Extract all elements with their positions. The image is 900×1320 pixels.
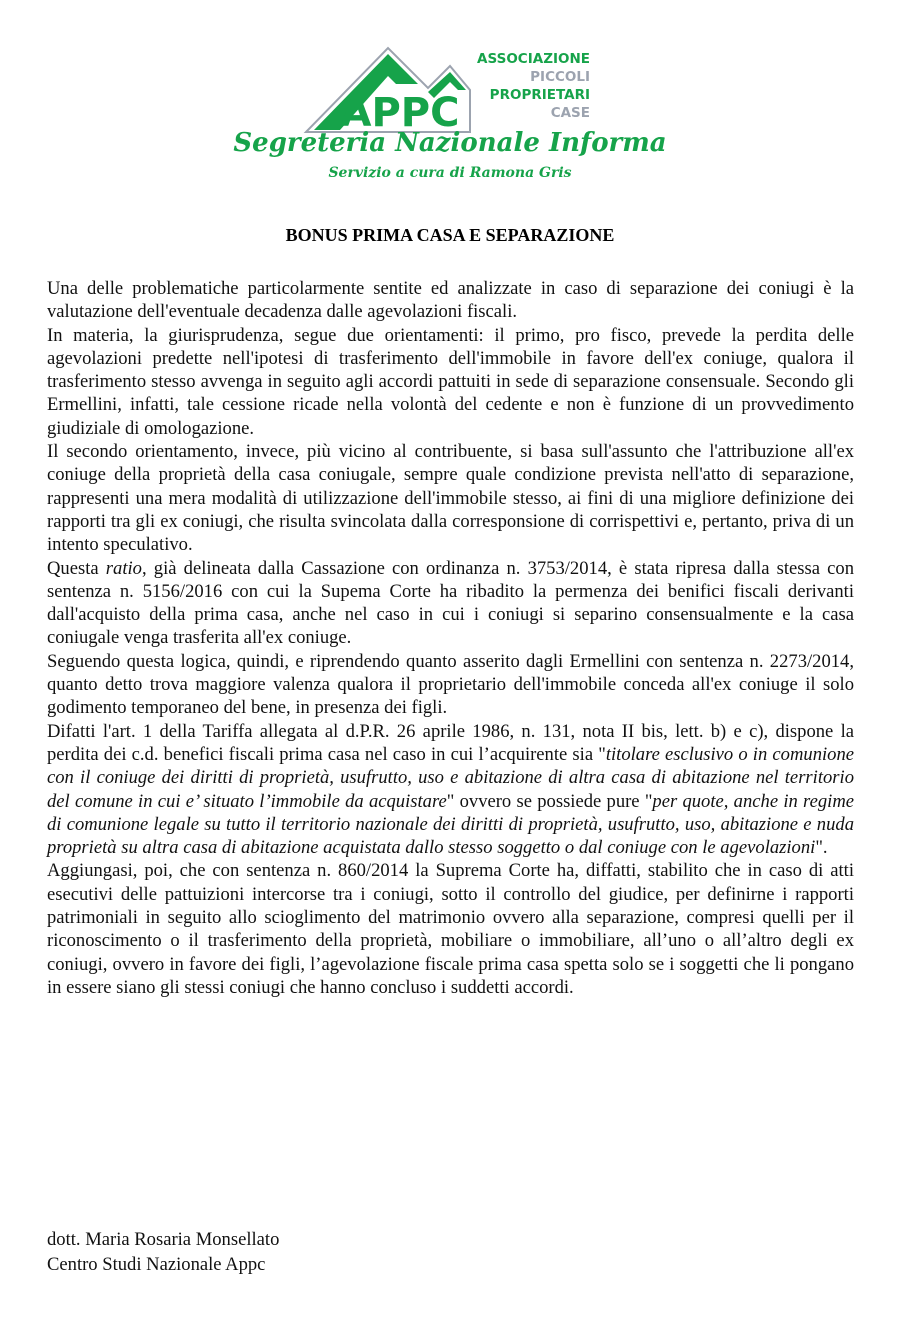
p6-quote-1: titolare esclusivo o in comunione con il coniuge dei diritti di proprietà, usufrutto, uso e abitazione di altra casa di abitazione nel territorio del comune in cui e’ situato l’immobile da acquistare bbox=[47, 743, 854, 812]
p4-text-a: Questa bbox=[47, 557, 106, 579]
p4-ratio: ratio bbox=[105, 557, 142, 579]
p6-quote-2: per quote, anche in regime di comunione legale su tutto il territorio nazionale dei diritti di proprietà, usufrutto, uso, abitazione e nuda proprietà su altra casa di abitazione acquistata dallo stesso soggetto o dal coniuge con le agevolazioni bbox=[47, 790, 854, 859]
header-subtitle: Servizio a cura di Ramona Gris bbox=[328, 165, 572, 181]
signature-name: dott. Maria Rosaria Monsellato bbox=[47, 1229, 280, 1250]
logo-letters: APPC bbox=[340, 90, 460, 136]
paragraph-1: Una delle problematiche particolarmente sentite ed analizzate in caso di separazione dei coniugi è la valutazione dell'eventuale decadenza dalle agevolazioni fiscali. bbox=[47, 278, 854, 323]
paragraph-4 bbox=[47, 557, 854, 650]
p6-text-a: Difatti l'art. 1 della Tariffa allegata al d.P.R. 26 aprile 1986, n. 131, nota II bis, lett. b) e c), dispone la perdita dei c.d. benefici fiscali prima casa nel caso in cui l’acquirente sia " bbox=[47, 720, 854, 765]
p4-text-b: , già delineata dalla Cassazione con ordinanza n. 3753/2014, è stata ripresa dalla stessa con sentenza n. 5156/2016 con cui la Supema Corte ha ribadito la permenza dei benifici fiscali derivanti dall'acquisto della prima casa, anche nel caso in cui i coniugi si separino consensualmente e la casa coniugale venga trasferita all'ex coniuge. bbox=[47, 557, 854, 649]
document-title: BONUS PRIMA CASA E SEPARAZIONE bbox=[285, 225, 615, 245]
assoc-line-3: PROPRIETARI bbox=[489, 87, 590, 103]
paragraph-6 bbox=[47, 720, 854, 860]
appc-house-logo bbox=[300, 40, 475, 136]
paragraph-5: Seguendo questa logica, quindi, e riprendendo quanto asserito dagli Ermellini con sentenza n. 2273/2014, quanto detto trova maggiore valenza qualora il proprietario dell'immobile conceda all'ex coniuge il solo godimento temporaneo del bene, in presenza dei figli. bbox=[47, 650, 854, 719]
assoc-line-2: PICCOLI bbox=[530, 69, 590, 85]
assoc-line-1: ASSOCIAZIONE bbox=[477, 51, 590, 67]
association-name bbox=[466, 50, 590, 122]
signature-org: Centro Studi Nazionale Appc bbox=[47, 1254, 266, 1275]
p6-text-b: " ovvero se possiede pure " bbox=[446, 790, 653, 812]
article-body bbox=[47, 277, 854, 999]
paragraph-7: Aggiungasi, poi, che con sentenza n. 860/2014 la Suprema Corte ha, diffatti, stabilito che in caso di atti esecutivi delle pattuizioni intercorse tra i coniugi, sotto il controllo del giudice, per definirne i rapporti patrimoniali in seguito allo scioglimento del matrimonio ovvero alla separazione, compresi quelli per il riconoscimento o il trasferimento della proprietà, mobiliare o immobiliare, all’uno o all’altro degli ex coniugi, ovvero in favore dei figli, l’agevolazione fiscale prima casa spetta solo se i soggetti che li pongano in essere siano gli stessi coniugi che hanno concluso i suddetti accordi. bbox=[47, 860, 854, 998]
paragraph-3: Il secondo orientamento, invece, più vicino al contribuente, si basa sull'assunto che l'attribuzione all'ex coniuge della proprietà della casa coniugale, sempre quale condizione prevista nell'atto di separazione, rappresenti una mera modalità di utilizzazione dell'immobile stesso, ai fini di una migliore definizione dei rapporti tra gli ex coniugi, che risulta svincolata dalla corresponsione di corrispettivi e, pertanto, priva di un intento speculativo. bbox=[47, 441, 854, 556]
assoc-line-4: CASE bbox=[550, 105, 590, 121]
header-title: Segreteria Nazionale Informa bbox=[233, 128, 667, 158]
paragraph-2: In materia, la giurisprudenza, segue due orientamenti: il primo, pro fisco, prevede la perdita delle agevolazioni predette nell'ipotesi di trasferimento dell'immobile in favore dell'ex coniuge, qualora il trasferimento stesso avvenga in seguito agli accordi pattuiti in sede di separazione consensuale. Secondo gli Ermellini, infatti, tale cessione ricade nella volontà del cedente e non è funzione di un provvedimento giudiziale di omologazione. bbox=[47, 324, 854, 439]
signature-block bbox=[47, 1227, 279, 1277]
p6-text-c: ". bbox=[815, 837, 828, 859]
